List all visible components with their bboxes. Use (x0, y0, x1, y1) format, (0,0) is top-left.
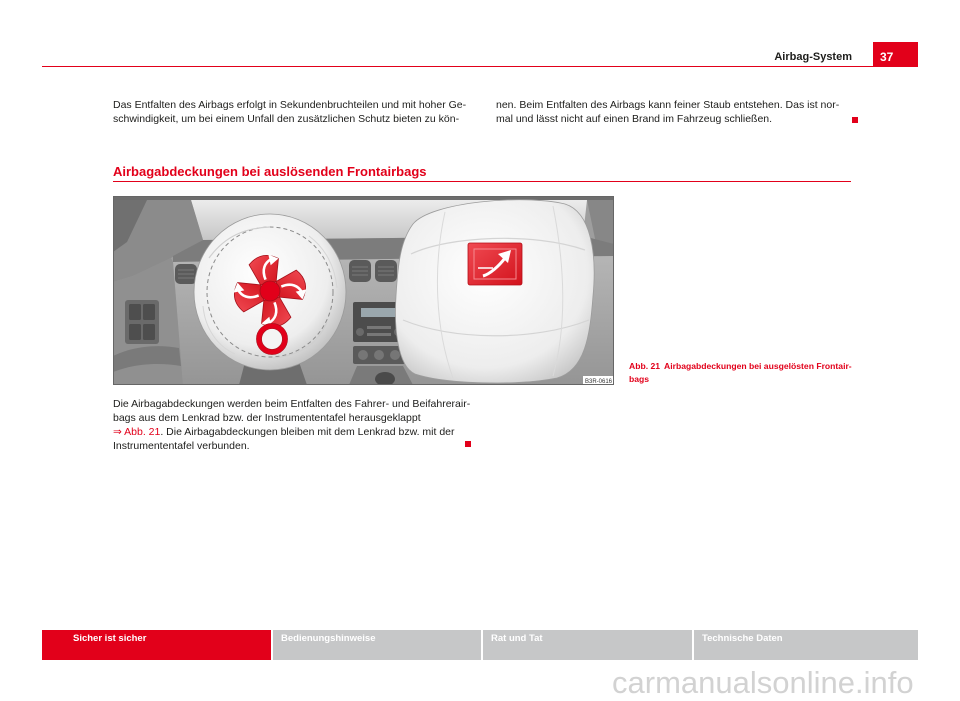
page-number: 37 (880, 50, 894, 64)
text-line: schwindigkeit, um bei einem Unfall den zusätzlichen Schutz bieten zu kön- (113, 113, 460, 125)
tab-bedienungshinweise[interactable] (273, 630, 481, 660)
passenger-airbag (395, 200, 594, 383)
figure-code-label (583, 376, 614, 385)
tab-label: Sicher ist sicher (73, 633, 147, 644)
passenger-airbag-cover (468, 243, 522, 285)
intro-paragraph-left (113, 98, 466, 126)
text-line (113, 425, 470, 439)
figure-caption (629, 360, 852, 386)
section-heading-rule (113, 181, 851, 182)
tab-sicher-ist-sicher[interactable] (42, 630, 271, 660)
watermark: carmanualsonline.info (612, 665, 914, 700)
section-heading: Airbagabdeckungen bei auslösenden Frontairbags (113, 164, 427, 179)
end-of-section-square-icon (465, 441, 471, 447)
caption-text: Airbagabdeckungen bei ausgelösten Frontair- (664, 361, 852, 371)
text-line: Die Airbagabdeckungen werden beim Entfalten des Fahrer- und Beifahrerair- (113, 398, 471, 410)
tab-technische-daten[interactable] (694, 630, 918, 660)
caption-text: bags (629, 374, 650, 384)
caption-line (629, 360, 852, 373)
intro-paragraph-right (496, 98, 839, 126)
figure-reference-link[interactable]: ⇒ Abb. 21 (113, 426, 161, 438)
driver-cover-ring (256, 323, 287, 354)
tab-label: Technische Daten (702, 633, 783, 644)
window-switch-panel (125, 300, 159, 344)
text-line: mal und lässt nicht auf einen Brand im Fahrzeug schließen. (496, 113, 773, 125)
end-of-section-square-icon (852, 117, 858, 123)
header-rule (42, 66, 918, 67)
chapter-title: Airbag-System (774, 51, 852, 63)
tab-rat-und-tat[interactable] (483, 630, 692, 660)
text-line: Das Entfalten des Airbags erfolgt in Sekundenbruchteilen und mit hoher Ge- (113, 99, 467, 111)
page-number-box (873, 42, 918, 67)
left-air-vent (175, 264, 197, 284)
tab-label: Bedienungshinweise (281, 633, 376, 644)
text-fragment: . Die Airbagabdeckungen bleiben mit dem Lenkrad bzw. mit der (160, 426, 455, 438)
text-line: Instrumententafel verbunden. (113, 440, 250, 452)
text-line: nen. Beim Entfalten des Airbags kann feiner Staub entstehen. Das ist nor- (496, 99, 840, 111)
airbag-covers-illustration (113, 196, 614, 385)
tab-label: Rat und Tat (491, 633, 543, 644)
text-line: bags aus dem Lenkrad bzw. der Instrumententafel herausgeklappt (113, 412, 421, 424)
body-paragraph (113, 397, 470, 453)
figure-code: B3R-0616 (584, 379, 613, 385)
figure-number: Abb. 21 (629, 361, 661, 371)
climate-controls (353, 346, 405, 364)
